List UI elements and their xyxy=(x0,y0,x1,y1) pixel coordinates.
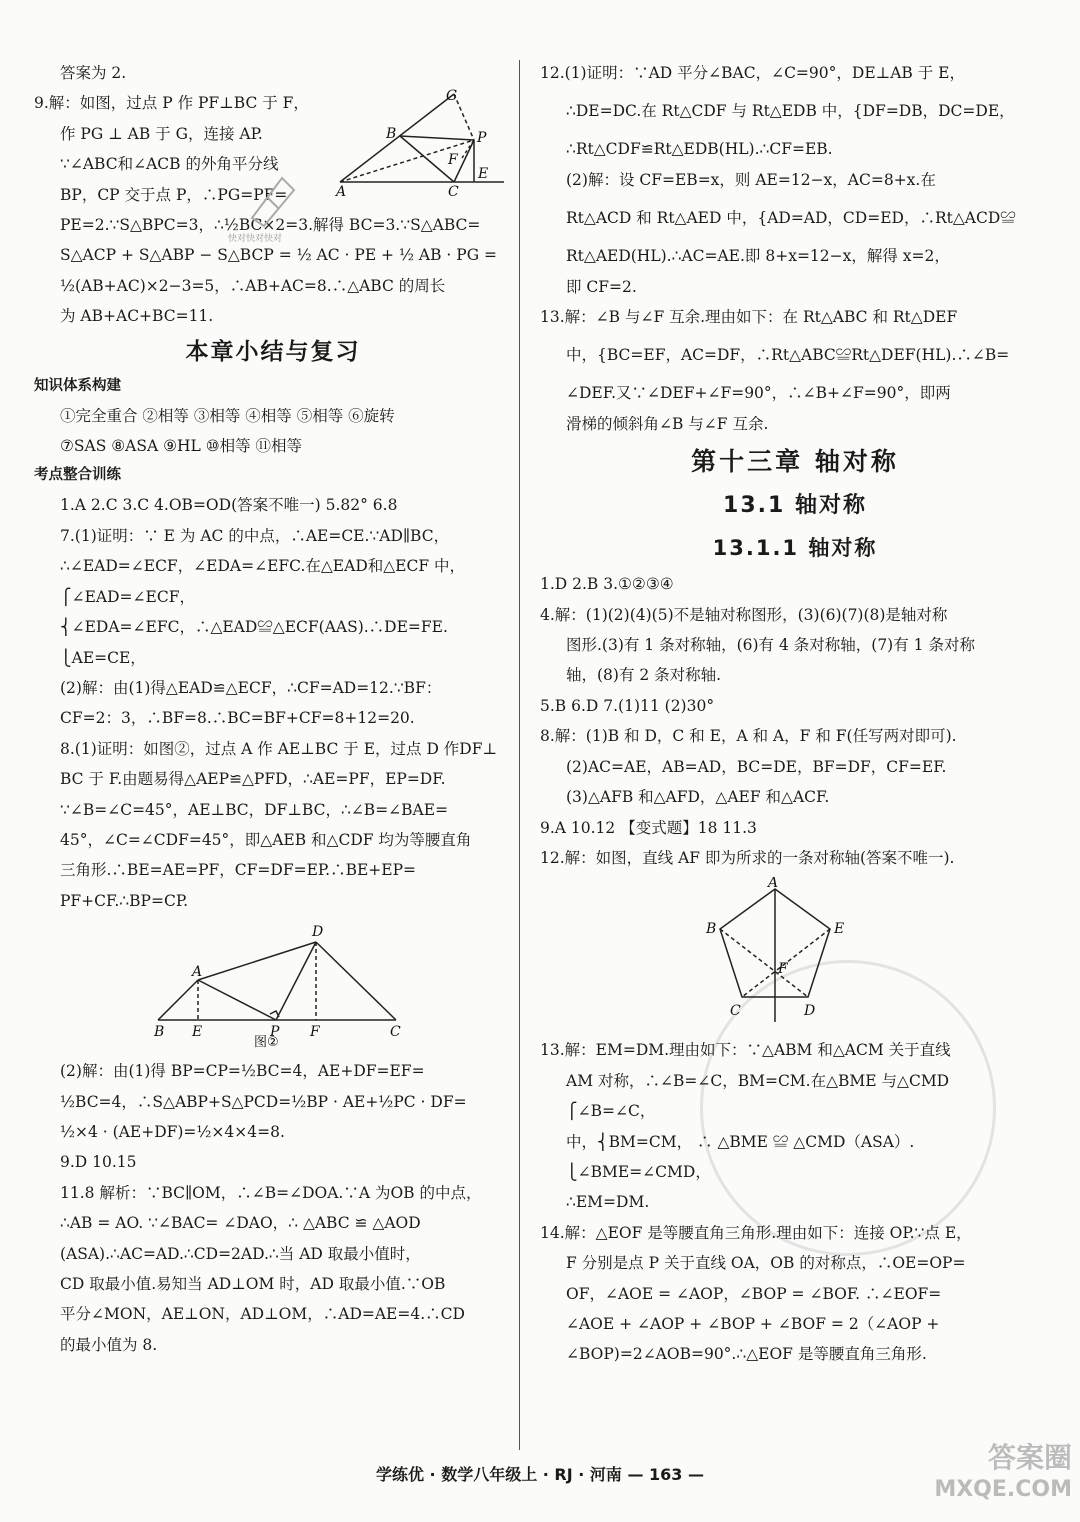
text-line: ∵∠ABC和∠ACB 的外角平分线 xyxy=(60,155,279,174)
text-line: ∴Rt△CDF≌Rt△EDB(HL).∴CF=EB. xyxy=(566,140,833,159)
fig1-label: F xyxy=(448,152,458,169)
training-heading: 考点整合训练 xyxy=(34,467,121,484)
figure-2 xyxy=(34,920,512,1052)
site-watermark xyxy=(922,1440,1072,1510)
fig2-label: A xyxy=(192,964,203,981)
text-line: 5.B 6.D 7.(1)11 (2)30° xyxy=(540,696,715,715)
watermark-logo-text: 答案圈 xyxy=(987,1441,1072,1474)
fig1-label: C xyxy=(448,184,459,199)
text-line: 4.解：(1)(2)(4)(5)不是轴对称图形，(3)(6)(7)(8)是轴对称 xyxy=(540,605,948,624)
figure-2-diagram xyxy=(152,920,412,1048)
text-line: 14.解：△EOF 是等腰直角三角形.理由如下：连接 OP.∵点 E， xyxy=(540,1223,972,1242)
text-line: Rt△AED(HL).∴AC=AE.即 8+x=12−x，解得 x=2， xyxy=(566,247,950,266)
review-title: 本章小结与复习 xyxy=(185,338,361,365)
text-line: ½BC=4，∴S△ABP+S△PCD=½BP · AE+½PC · DF= xyxy=(60,1092,467,1111)
text-line: 中，{BC=EF，AC=DF，∴Rt△ABC≌Rt△DEF(HL).∴∠B= xyxy=(566,346,1010,365)
fig2-label: E xyxy=(192,1024,203,1041)
knowledge-heading: 知识体系构建 xyxy=(34,377,121,394)
text-line: 的最小值为 8. xyxy=(60,1335,158,1354)
text-line: ①完全重合 ②相等 ③相等 ④相等 ⑤相等 ⑥旋转 xyxy=(60,406,395,425)
text-line: 平分∠MON，AE⊥ON，AD⊥OM，∴AD=AE=4.∴CD xyxy=(60,1305,465,1324)
text-line: ∠BOP)=2∠AOB=90°.∴△EOF 是等腰直角三角形. xyxy=(566,1345,927,1364)
fig1-label: G xyxy=(446,88,458,105)
text-line: 13.解：∠B 与∠F 互余.理由如下：在 Rt△ABC 和 Rt△DEF xyxy=(540,308,958,327)
fig1-label: B xyxy=(386,126,397,143)
subsection-title: 13.1.1 轴对称 xyxy=(712,536,878,561)
text-line: (2)解：由(1)得 BP=CP=½BC=4，AE+DF=EF= xyxy=(60,1062,425,1081)
text-line: PE=2.∵S△BPC=3，∴½BC×2=3.解得 BC=3.∵S△ABC= xyxy=(60,216,481,235)
text-line: F 分别是点 P 关于直线 OA，OB 的对称点，∴OE=OP= xyxy=(566,1254,966,1273)
text-line: 即 CF=2. xyxy=(566,277,637,296)
text-line: PF+CF.∴BP=CP. xyxy=(60,891,189,910)
text-line: ∴AB = AO. ∵∠BAC= ∠DAO，∴ △ABC ≌ △AOD xyxy=(60,1214,421,1233)
text-line: (ASA).∴AC=AD.∴CD=2AD.∴当 AD 取最小值时， xyxy=(60,1244,421,1263)
kuaidui-stamp xyxy=(228,168,318,278)
pentagon-diagram xyxy=(700,877,850,1027)
fig1-label: P xyxy=(477,130,487,147)
fig2-label: F xyxy=(310,1024,320,1041)
text-line: ∴DE=DC.在 Rt△CDF 与 Rt△EDB 中，{DF=DB，DC=DE， xyxy=(566,102,1015,121)
fig2-label: C xyxy=(390,1024,401,1041)
text-line: 轴，(8)有 2 条对称轴. xyxy=(566,666,722,685)
text-line: 13.解：EM=DM.理由如下：∵△ABM 和△ACM 关于直线 xyxy=(540,1041,951,1060)
text-line: BC 于 F.由题易得△AEP≌△PFD，∴AE=PF，EP=DF. xyxy=(60,770,446,789)
text-line: 8.解：(1)B 和 D，C 和 E，A 和 A，F 和 F(任写两对即可). xyxy=(540,727,957,746)
fig3-label: D xyxy=(804,1003,816,1020)
stamp-icon xyxy=(242,168,302,228)
text-line: CF=2：3，∴BF=8.∴BC=BF+CF=8+12=20. xyxy=(60,709,415,728)
text-line: 为 AB+AC+BC=11. xyxy=(60,307,214,326)
watermark-url: MXQE.COM xyxy=(934,1477,1072,1502)
page-footer: 学练优 · 数学八年级上 · RJ · 河南 — 163 — xyxy=(375,1465,705,1484)
text-line: 11.8 解析：∵BC∥OM，∴∠B=∠DOA.∵A 为OB 的中点， xyxy=(60,1183,482,1202)
text-line: ⎧∠B=∠C， xyxy=(566,1102,656,1121)
fig2-label: P xyxy=(270,1024,280,1041)
fig3-label: C xyxy=(730,1003,741,1020)
text-line: ∴EM=DM. xyxy=(566,1193,650,1212)
text-line: 12.(1)证明：∵AD 平分∠BAC，∠C=90°，DE⊥AB 于 E， xyxy=(540,64,965,82)
text-line: AM 对称，∴∠B=∠C，BM=CM.在△BME 与△CMD xyxy=(566,1071,950,1090)
text-line: 7.(1)证明：∵ E 为 AC 的中点，∴AE=CE.∵AD∥BC， xyxy=(60,526,450,545)
figure-3 xyxy=(540,877,1050,1031)
text-line: (2)AC=AE，AB=AD，BC=DE，BF=DF，CF=EF. xyxy=(566,757,947,776)
text-line: ½(AB+AC)×2−3=5，∴AB+AC=8.∴△ABC 的周长 xyxy=(60,276,446,295)
text-line: 9.A 10.12 【变式题】18 11.3 xyxy=(540,818,757,837)
text-line: 三角形.∴BE=AE=PF，CF=DF=EP.∴BE+EP= xyxy=(60,861,417,880)
text-line: 滑梯的倾斜角∠B 与∠F 互余. xyxy=(566,414,769,433)
text-line: Rt△ACD 和 Rt△AED 中，{AD=AD，CD=ED，∴Rt△ACD≌ xyxy=(566,209,1016,228)
text-line: ∠DEF.又∵∠DEF+∠F=90°，∴∠B+∠F=90°，即两 xyxy=(566,384,951,403)
text-line: 图形.(3)有 1 条对称轴，(6)有 4 条对称轴，(7)有 1 条对称 xyxy=(566,636,975,655)
text-line: 1.D 2.B 3.①②③④ xyxy=(540,575,674,594)
fig2-label: D xyxy=(312,924,324,941)
chapter-title: 第十三章 轴对称 xyxy=(691,447,899,477)
text-line: ∵∠B=∠C=45°，AE⊥BC，DF⊥BC，∴∠B=∠BAE= xyxy=(60,800,449,819)
text-line: ½×4 · (AE+DF)=½×4×4=8. xyxy=(60,1122,285,1141)
text-line: BP，CP 交于点 P，∴PG=PF= xyxy=(60,185,288,204)
text-line: (2)解：由(1)得△EAD≌△ECF，∴CF=AD=12.∵BF： xyxy=(60,678,442,697)
text-line: ⑦SAS ⑧ASA ⑨HL ⑩相等 ⑪相等 xyxy=(60,437,303,456)
text-line: OF，∠AOE = ∠AOP，∠BOP = ∠BOF. ∴∠EOF= xyxy=(566,1284,942,1303)
text-line: 作 PG ⊥ AB 于 G，连接 AP. xyxy=(60,124,263,143)
fig1-label: E xyxy=(478,166,489,183)
right-column xyxy=(540,58,1050,1370)
fig3-label: E xyxy=(834,921,845,938)
fig3-label: F xyxy=(778,961,788,978)
text-line: CD 取最小值.易知当 AD⊥OM 时，AD 取最小值.∵OB xyxy=(60,1275,446,1293)
text-line: ∠AOE + ∠AOP + ∠BOP + ∠BOF = 2（∠AOP + xyxy=(566,1314,940,1333)
fig2-label: B xyxy=(154,1024,165,1041)
text-line: 9.D 10.15 xyxy=(60,1153,137,1172)
text-line: ⎩∠BME=∠CMD， xyxy=(566,1162,711,1181)
text-line: ⎧∠EAD=∠ECF， xyxy=(60,587,195,606)
fig3-label: A xyxy=(768,877,779,892)
text-line: (3)△AFB 和△AFD，△AEF 和△ACF. xyxy=(566,788,830,807)
fig3-label: B xyxy=(706,921,717,938)
text-line: 9.解：如图，过点 P 作 PF⊥BC 于 F， xyxy=(34,94,309,113)
section-title: 13.1 轴对称 xyxy=(723,493,867,519)
text-line: 1.A 2.C 3.C 4.OB=OD(答案不唯一) 5.82° 6.8 xyxy=(60,496,398,515)
text-line: ⎨∠EDA=∠EFC，∴△EAD≌△ECF(AAS).∴DE=FE. xyxy=(60,618,448,637)
stamp-text: 快对快对快对 xyxy=(228,234,283,244)
figure-2-caption: 图② xyxy=(254,1035,279,1049)
text-line: 8.(1)证明：如图②，过点 A 作 AE⊥BC 于 E，过点 D 作DF⊥ xyxy=(60,739,498,758)
text-line: ∴∠EAD=∠ECF，∠EDA=∠EFC.在△EAD和△ECF 中， xyxy=(60,557,466,576)
text-line: (2)解：设 CF=EB=x，则 AE=12−x，AC=8+x.在 xyxy=(566,170,936,189)
text-line: 答案为 2. xyxy=(60,64,127,82)
text-line: S△ACP + S△ABP − S△BCP = ½ AC · PE + ½ AB · PG = xyxy=(60,246,498,265)
text-line: ⎩AE=CE， xyxy=(60,648,146,667)
text-line: 中，⎨BM=CM， ∴ △BME ≌ △CMD（ASA）. xyxy=(566,1132,915,1151)
fig1-label: A xyxy=(336,184,347,199)
text-line: 45°，∠C=∠CDF=45°，即△AEB 和△CDF 均为等腰直角 xyxy=(60,830,472,849)
text-line: 12.解：如图，直线 AF 即为所求的一条对称轴(答案不唯一). xyxy=(540,848,955,867)
figure-1-diagram xyxy=(334,88,514,198)
column-divider xyxy=(519,60,520,1450)
